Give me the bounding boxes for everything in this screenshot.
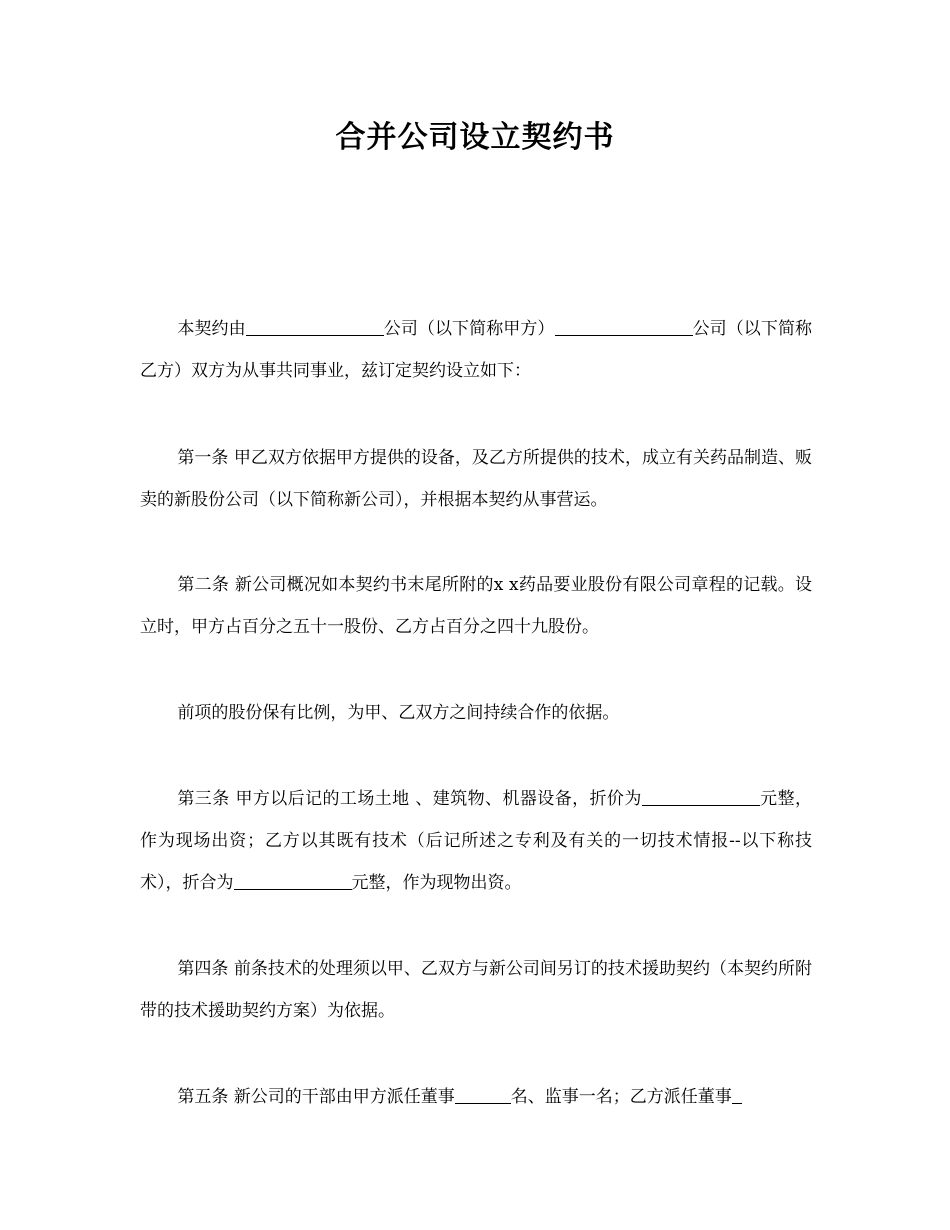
intro-text-3: 公司（以下简称乙方）双方为从事共同事业，兹订定契约设立如下： [140,319,813,381]
article-3-text-2: 元整，作为现场出资；乙方以其既有技术（后记所述之专利及有关的一切技术情报--以下称技术），折合为 [140,789,813,893]
article-2-note: 前项的股份保有比例，为甲、乙双方之间持续合作的依据。 [177,703,620,723]
intro-text-2: 公司（以下简称甲方） [383,319,555,339]
director-count-blank-a [455,1085,511,1104]
party-a-blank [246,317,384,336]
tech-value-blank [234,871,352,890]
director-count-blank-b [732,1085,742,1104]
land-value-blank [642,787,760,806]
article-1: 第一条 甲乙双方依据甲方提供的设备，及乙方所提供的技术，成立有关药品制造、贩卖的新股份公司（以下简称新公司），并根据本契约从事营运。 [140,448,812,510]
party-b-blank [555,317,693,336]
article-4: 第四条 前条技术的处理须以甲、乙双方与新公司间另订的技术援助契约（本契约所附带的技术援助契约方案）为依据。 [140,959,812,1021]
article-2: 第二条 新公司概况如本契约书末尾所附的x x药品要业股份有限公司章程的记载。设立时，甲方占百分之五十一股份、乙方占百分之四十九股份。 [140,575,812,637]
document-title: 合并公司设立契约书 [335,120,615,155]
article-5-text-1: 第五条 新公司的干部由甲方派任董事 [177,1087,455,1107]
intro-text-1: 本契约由 [177,319,246,339]
article-5 [140,1076,812,1118]
article-3-text-1: 第三条 甲方以后记的工场土地 、建筑物、机器设备，折价为 [177,789,642,809]
intro-paragraph [140,308,812,392]
article-3 [140,778,812,904]
article-3-text-3: 元整，作为现物出资。 [351,873,522,893]
article-5-text-2: 名、监事一名；乙方派任董事 [510,1087,732,1107]
